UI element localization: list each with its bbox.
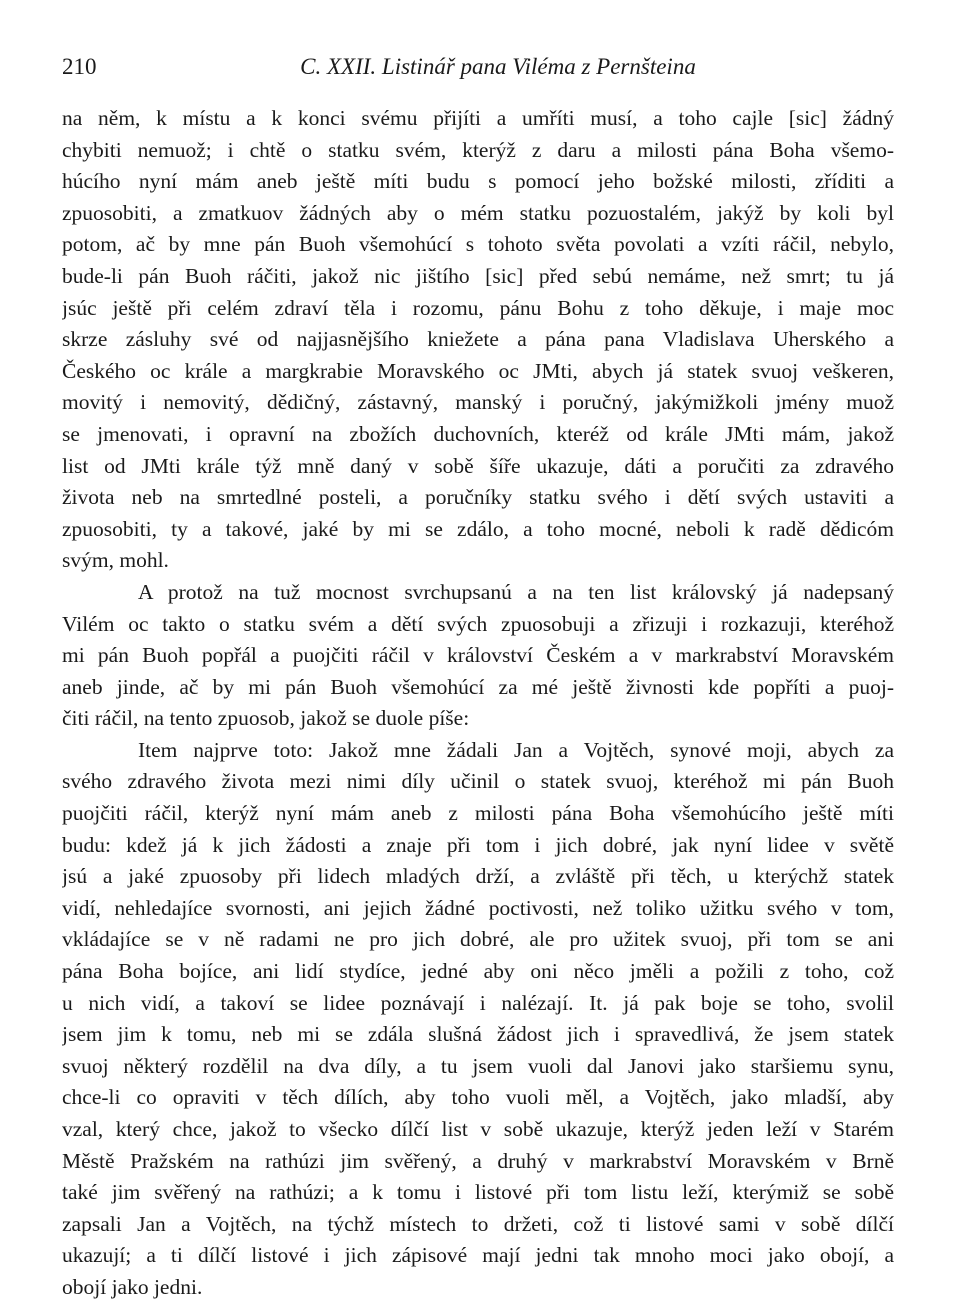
body-text <box>62 103 894 1304</box>
text-line: puojčiti ráčil, kterýž nyní mám aneb z milosti pána Boha všemohúcího ještě míti <box>62 801 894 826</box>
text-line: pána Boha bojíce, ani lidí stydíce, jedné aby oni něco jměli a požili z toho, což <box>62 959 894 984</box>
text-line: Vilém oc takto o statku svém a dětí svých zpuosobuji a zřizuji i rozkazuji, kteréhož <box>62 611 894 636</box>
text-line: na něm, k místu a k konci svému přijíti a umříti musí, a toho cajle [sic] žádný <box>62 106 894 130</box>
text-line: chce-li co opraviti v těch dílích, aby toho vuoli měl, a Vojtěch, jako mladší, aby <box>62 1085 894 1110</box>
text-line: obojí jako jedni. <box>62 1274 203 1299</box>
text-line: skrze zásluhy své od najjasnějšího kniežete a pána pana Vladislava Uherského a <box>62 327 894 352</box>
text-line: se jmenovati, i opravní na zbožích duchovních, kteréž od krále JMti mám, jakož <box>62 421 894 446</box>
text-line: čiti ráčil, na tento zpuosob, jakož se duole píše: <box>62 706 470 731</box>
text-line: života neb na smrtedlné posteli, a poručníky statku svého i dětí svých ustaviti a <box>62 485 894 510</box>
text-line: vkládajíce se v ně radami ne pro jich dobré, ale pro užitek svuoj, při tom se ani <box>62 927 894 952</box>
text-line: mi pán Buoh popřál a puojčiti ráčil v království Českém a v markrabství Moravském <box>62 643 894 668</box>
text-line: Městě Pražském na rathúzi jim svěřený, a druhý v markrabství Moravském v Brně <box>62 1148 894 1173</box>
text-line: list od JMti krále týž mně daný v sobě šíře ukazuje, dáti a poručiti za zdravého <box>62 453 894 478</box>
text-line: zapsali Jan a Vojtěch, na týchž místech to držeti, což ti listové sami v sobě dílčí <box>62 1211 894 1236</box>
text-line: u nich vidí, a takoví se lidee poznávají i nalézají. It. já pak boje se toho, svolil <box>62 990 894 1015</box>
text-line: jsem jim k tomu, neb mi se zdála slušná žádost jich i spravedlivá, že jsem statek <box>62 1022 894 1047</box>
text-line: svým, mohl. <box>62 548 169 573</box>
running-title: C. XXII. Listinář pana Viléma z Pernšteina <box>300 54 696 79</box>
text-line: chybiti nemuož; i chtě o statku svém, kterýž z daru a milosti pána Boha všemo- <box>62 137 894 162</box>
text-line: húcího nyní mám aneb ještě míti budu s pomocí jeho božské milosti, zříditi a <box>62 169 894 194</box>
text-line: jsúc ještě při celém zdraví těla i rozomu, pánu Bohu z toho děkuje, i maje moc <box>62 295 894 320</box>
text-line: movitý i nemovitý, dědičný, zástavný, manský i poručný, jakýmižkoli jmény muož <box>62 390 894 415</box>
text-line: zpuosobiti, a zmatkuov žádných aby o mém statku pozuostalém, jakýž by koli byl <box>62 200 894 225</box>
text-line: svého zdravého života mezi nimi díly učinil o statek svuoj, kteréhož mi pán Buoh <box>62 769 894 794</box>
text-line: aneb jinde, ač by mi pán Buoh všemohúcí za mé ještě živnosti kde popříti a puoj- <box>62 674 894 699</box>
text-line: A protož na tuž mocnost svrchupsanú a na ten list královský já nadepsaný <box>138 579 894 604</box>
page-number: 210 <box>62 54 97 79</box>
running-head <box>62 52 894 82</box>
text-line: budu: kdež já k jich žádosti a znaje při tom i jich dobré, jak nyní lidee v světě <box>62 832 894 857</box>
text-line: svuoj některý rozdělil na dva díly, a tu jsem vuoli dal Janovi jako staršiemu synu, <box>62 1053 894 1078</box>
text-line: jsú a jaké zpuosoby při lidech mladých drží, a zvláště při těch, u kterýchž statek <box>62 864 894 889</box>
text-line: vidí, nehledajíce svornosti, ani jejich žádné poctivosti, než toliko užitku svého v tom, <box>62 895 894 920</box>
text-line: Českého oc krále a margkrabie Moravského oc JMti, abych já statek svuoj veškeren, <box>62 358 894 383</box>
text-line: zpuosobiti, ty a takové, jaké by mi se zdálo, a toho mocné, neboli k radě dědicóm <box>62 516 894 541</box>
text-line: bude-li pán Buoh ráčiti, jakož nic jištího [sic] před sebú nemáme, než smrt; tu já <box>62 263 894 288</box>
text-line: potom, ač by mne pán Buoh všemohúcí s tohoto světa povolati a vzíti ráčil, nebylo, <box>62 232 894 257</box>
text-line: vzal, který chce, jakož to všecko dílčí list v sobě ukazuje, kterýž jeden leží v Starém <box>62 1117 894 1141</box>
text-line: Item najprve toto: Jakož mne žádali Jan a Vojtěch, synové moji, abych za <box>138 737 894 762</box>
text-line: ukazují; a ti dílčí listové i jich zápisové mají jedni tak mnoho moci jako obojí, a <box>62 1243 894 1268</box>
text-line: také jim svěřený na rathúzi; a k tomu i listové při tom listu leží, kterýmiž se sobě <box>62 1180 894 1205</box>
